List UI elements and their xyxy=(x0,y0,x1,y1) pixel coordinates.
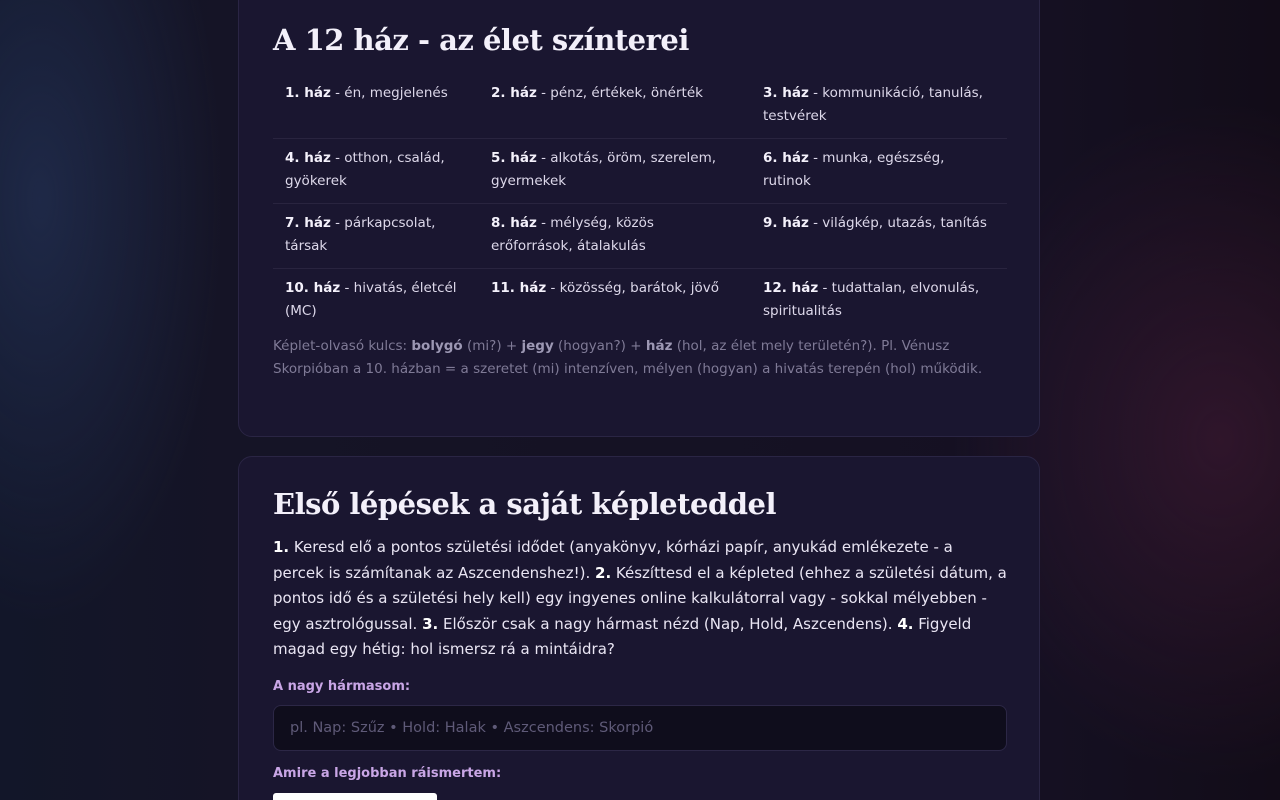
house-cell-9: 9. ház - világkép, utazás, tanítás xyxy=(751,204,1007,269)
table-row xyxy=(273,269,1007,334)
house-cell-3: 3. ház - kommunikáció, tanulás, testvérek xyxy=(751,74,1007,139)
big-three-input[interactable] xyxy=(273,705,1007,751)
house-cell-11: 11. ház - közösség, barátok, jövő xyxy=(491,280,720,296)
house-cell-4: 4. ház - otthon, család, gyökerek xyxy=(273,139,479,204)
house-cell-2: 2. ház - pénz, értékek, önérték xyxy=(479,74,751,139)
steps-paragraph: 1. Keresd elő a pontos születési idődet (anyakönyv, kórházi papír, anyukád emlékezete - a percek is számítanak az Aszcendenshez!). 2. Készíttesd el a képleted (ehhez a születési dátum, a pontos idő és a születési hely kell) egy ingyenes online kalkulátorral vagy - sokkal mélyebben - egy asztrológussal. 3. Először csak a nagy hármast nézd (Nap, Hold, Aszcendens). 4. Figyeld magad egy hétig: hol ismersz rá a mintáidra? xyxy=(273,538,1007,658)
house-cell-10: 10. ház - hivatás, életcél (MC) xyxy=(285,280,457,319)
first-steps-card xyxy=(238,456,1040,800)
house-cell-1: 1. ház - én, megjelenés xyxy=(273,74,479,139)
houses-title: A 12 ház - az élet színterei xyxy=(273,23,689,57)
table-row xyxy=(273,204,1007,269)
house-cell-5: 5. ház - alkotás, öröm, szerelem, gyermekek xyxy=(479,139,751,204)
house-cell-6: 6. ház - munka, egészség, rutinok xyxy=(751,139,1007,204)
house-cell-12: 12. ház - tudattalan, elvonulás, spiritualitás xyxy=(763,280,980,319)
big-three-label: A nagy hármasom: xyxy=(273,679,411,694)
houses-table xyxy=(273,74,1007,333)
chart-reading-key: Képlet-olvasó kulcs: bolygó (mi?) + jegy (hogyan?) + ház (hol, az élet mely területén?). Pl. Vénusz Skorpióban a 10. házban = a szeretet (mi) intenzíven, mélyen (hogyan) a hivatás terepén (hol) működik. xyxy=(273,338,983,377)
recognition-label: Amire a legjobban ráismertem: xyxy=(273,766,502,781)
recognition-textarea[interactable] xyxy=(273,793,437,800)
houses-card xyxy=(238,0,1040,437)
table-row xyxy=(273,74,1007,139)
first-steps-title: Első lépések a saját képleteddel xyxy=(273,487,776,521)
table-row xyxy=(273,139,1007,204)
house-cell-7: 7. ház - párkapcsolat, társak xyxy=(273,204,479,269)
house-cell-8: 8. ház - mélység, közös erőforrások, átalakulás xyxy=(479,204,751,269)
